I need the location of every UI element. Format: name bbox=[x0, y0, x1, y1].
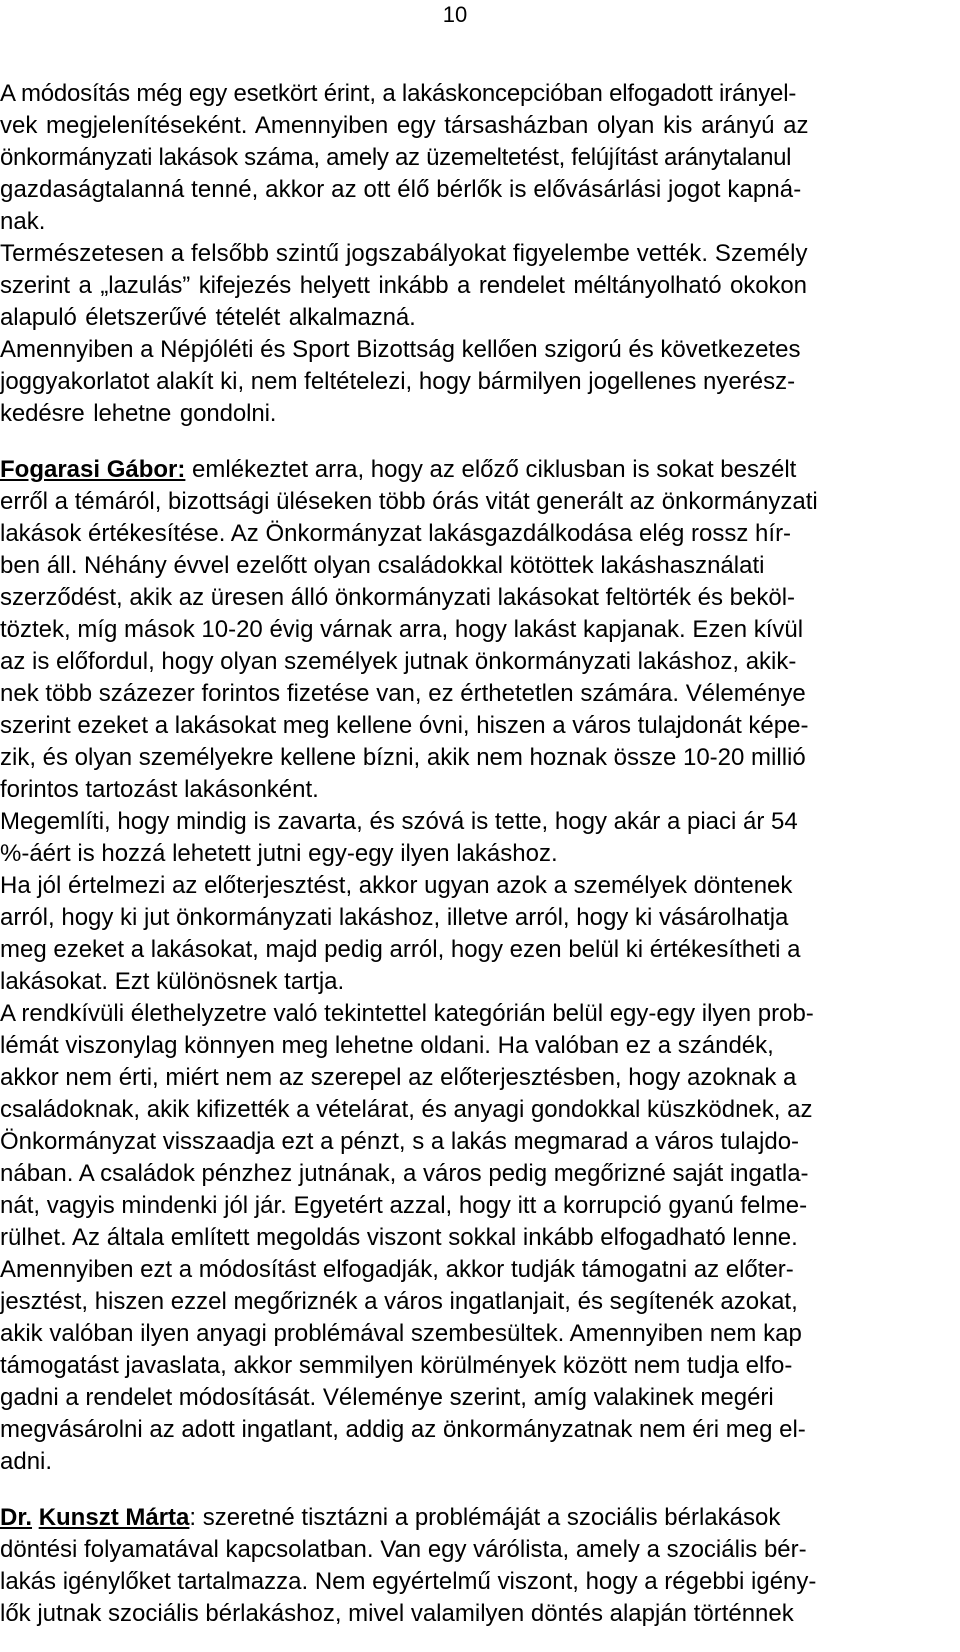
text-line: kedésre lehetne gondolni. bbox=[0, 400, 277, 427]
text-line: lők jutnak szociális bérlakáshoz, mivel valamilyen döntés alapján történnek bbox=[0, 1600, 794, 1627]
text-line: A módosítás még egy esetkört érint, a lakáskoncepcióban elfogadott irányel- bbox=[0, 80, 797, 107]
text-line: lémát viszonylag könnyen meg lehetne oldani. Ha valóban ez a szándék, bbox=[0, 1032, 774, 1059]
speaker-name: Kunszt Márta bbox=[38, 1504, 190, 1531]
text-line: lakások értékesítése. Az Önkormányzat lakásgazdálkodása elég rossz hír- bbox=[0, 520, 792, 547]
text-line: szerint ezeket a lakásokat meg kellene óvni, hiszen a város tulajdonát képe- bbox=[0, 712, 809, 739]
text-line: szerint a „lazulás” kifejezés helyett inkább a rendelet méltányolható okokon bbox=[0, 272, 807, 299]
text-line: gazdaságtalanná tenné, akkor az ott élő bérlők is elővásárlási jogot kapná- bbox=[0, 176, 802, 203]
text-line: töztek, míg mások 10-20 évig várnak arra, hogy lakást kapjanak. Ezen kívül bbox=[0, 616, 804, 643]
text-line: akkor nem érti, miért nem az szerepel az előterjesztésben, hogy azoknak a bbox=[0, 1064, 797, 1091]
text-line: rülhet. Az általa említett megoldás viszont sokkal inkább elfogadható lenne. bbox=[0, 1224, 798, 1251]
text-line: gadni a rendelet módosítását. Véleménye szerint, amíg valakinek megéri bbox=[0, 1384, 774, 1411]
text-line: nak. bbox=[0, 208, 46, 235]
text-line: nában. A családok pénzhez jutnának, a város pedig megőrizné saját ingatla- bbox=[0, 1160, 809, 1187]
text-line: ben áll. Néhány évvel ezelőtt olyan családokkal kötöttek lakáshasználati bbox=[0, 552, 765, 579]
speaker-line bbox=[0, 1502, 960, 1534]
text-line: jesztést, hiszen ezzel megőriznék a város ingatlanjait, és segítenék azokat, bbox=[0, 1288, 798, 1315]
paragraph-amendment-intro bbox=[0, 78, 960, 430]
text-line: erről a témáról, bizottsági üléseken több órás vitát generált az önkormányzati bbox=[0, 488, 818, 515]
speaker-colon: : bbox=[189, 1504, 197, 1531]
paragraph-fogarasi-gabor bbox=[0, 454, 960, 1478]
text-line: lakásokat. Ezt különösnek tartja. bbox=[0, 968, 345, 995]
text-line: lakás igénylőket tartalmazza. Nem egyértelmű viszont, hogy a régebbi igény- bbox=[0, 1568, 817, 1595]
text-line: megvásárolni az adott ingatlant, addig az önkormányzatnak nem éri meg el- bbox=[0, 1416, 806, 1443]
speaker-line bbox=[0, 454, 960, 486]
speaker-prefix: Dr. bbox=[0, 1504, 33, 1531]
text-line: joggyakorlatot alakít ki, nem feltételezi, hogy bármilyen jogellenes nyerész- bbox=[0, 368, 796, 395]
text-line: %-áért is hozzá lehetett jutni egy-egy ilyen lakáshoz. bbox=[0, 840, 558, 867]
text-line: Természetesen a felsőbb szintű jogszabályokat figyelembe vették. Személy bbox=[0, 240, 808, 267]
text-line: zik, és olyan személyekre kellene bízni, akik nem hoznak össze 10-20 millió bbox=[0, 744, 806, 771]
page-number: 10 bbox=[442, 2, 468, 27]
text-line: nek több százezer forintos fizetése van, ez érthetetlen számára. Véleménye bbox=[0, 680, 806, 707]
text-line: az is előfordul, hogy olyan személyek jutnak önkormányzati lakáshoz, akik- bbox=[0, 648, 797, 675]
text-line: családoknak, akik kifizették a vételárat, és anyagi gondokkal küszködnek, az bbox=[0, 1096, 813, 1123]
paragraph-gap bbox=[0, 430, 960, 454]
paragraph-kunszt-marta bbox=[0, 1502, 960, 1630]
text-line: Megemlíti, hogy mindig is zavarta, és szóvá is tette, hogy akár a piaci ár 54 bbox=[0, 808, 798, 835]
text-line: forintos tartozást lakásonként. bbox=[0, 776, 319, 803]
text-line: A rendkívüli élethelyzetre való tekintettel kategórián belül egy-egy ilyen prob- bbox=[0, 1000, 814, 1027]
text-line: döntési folyamatával kapcsolatban. Van egy várólista, amely a szociális bér- bbox=[0, 1536, 807, 1563]
speaker-name: Fogarasi Gábor: bbox=[0, 456, 186, 483]
text-line: Amennyiben a Népjóléti és Sport Bizottság kellően szigorú és következetes bbox=[0, 336, 801, 363]
speaker-line-rest: szeretné tisztázni a problémáját a szociális bérlakások bbox=[196, 1504, 781, 1531]
text-line: Ha jól értelmezi az előterjesztést, akkor ugyan azok a személyek döntenek bbox=[0, 872, 793, 899]
text-line: Amennyiben ezt a módosítást elfogadják, akkor tudják támogatni az előter- bbox=[0, 1256, 794, 1283]
text-line: alapuló életszerűvé tételét alkalmazná. bbox=[0, 304, 416, 331]
paragraph-gap bbox=[0, 1478, 960, 1502]
text-line: adni. bbox=[0, 1448, 53, 1475]
text-line: akik valóban ilyen anyagi problémával szembesültek. Amennyiben nem kap bbox=[0, 1320, 802, 1347]
text-line: meg ezeket a lakásokat, majd pedig arról, hogy ezen belül ki értékesítheti a bbox=[0, 936, 801, 963]
text-line: önkormányzati lakások száma, amely az üzemeltetést, felújítást aránytalanul bbox=[0, 144, 792, 171]
document-body bbox=[0, 78, 960, 1630]
text-line: támogatást javaslata, akkor semmilyen körülmények között nem tudja elfo- bbox=[0, 1352, 793, 1379]
text-line: nát, vagyis mindenki jól jár. Egyetért azzal, hogy itt a korrupció gyanú felme- bbox=[0, 1192, 808, 1219]
text-line: vek megjelenítéseként. Amennyiben egy társasházban olyan kis arányú az bbox=[0, 112, 809, 139]
text-line: arról, hogy ki jut önkormányzati lakáshoz, illetve arról, hogy ki vásárolhatja bbox=[0, 904, 789, 931]
text-line: Önkormányzat visszaadja ezt a pénzt, s a lakás megmarad a város tulajdo- bbox=[0, 1128, 800, 1155]
text-line: szerződést, akik az üresen álló önkormányzati lakásokat feltörték és beköl- bbox=[0, 584, 796, 611]
speaker-line-rest: emlékeztet arra, hogy az előző ciklusban is sokat beszélt bbox=[185, 456, 797, 483]
